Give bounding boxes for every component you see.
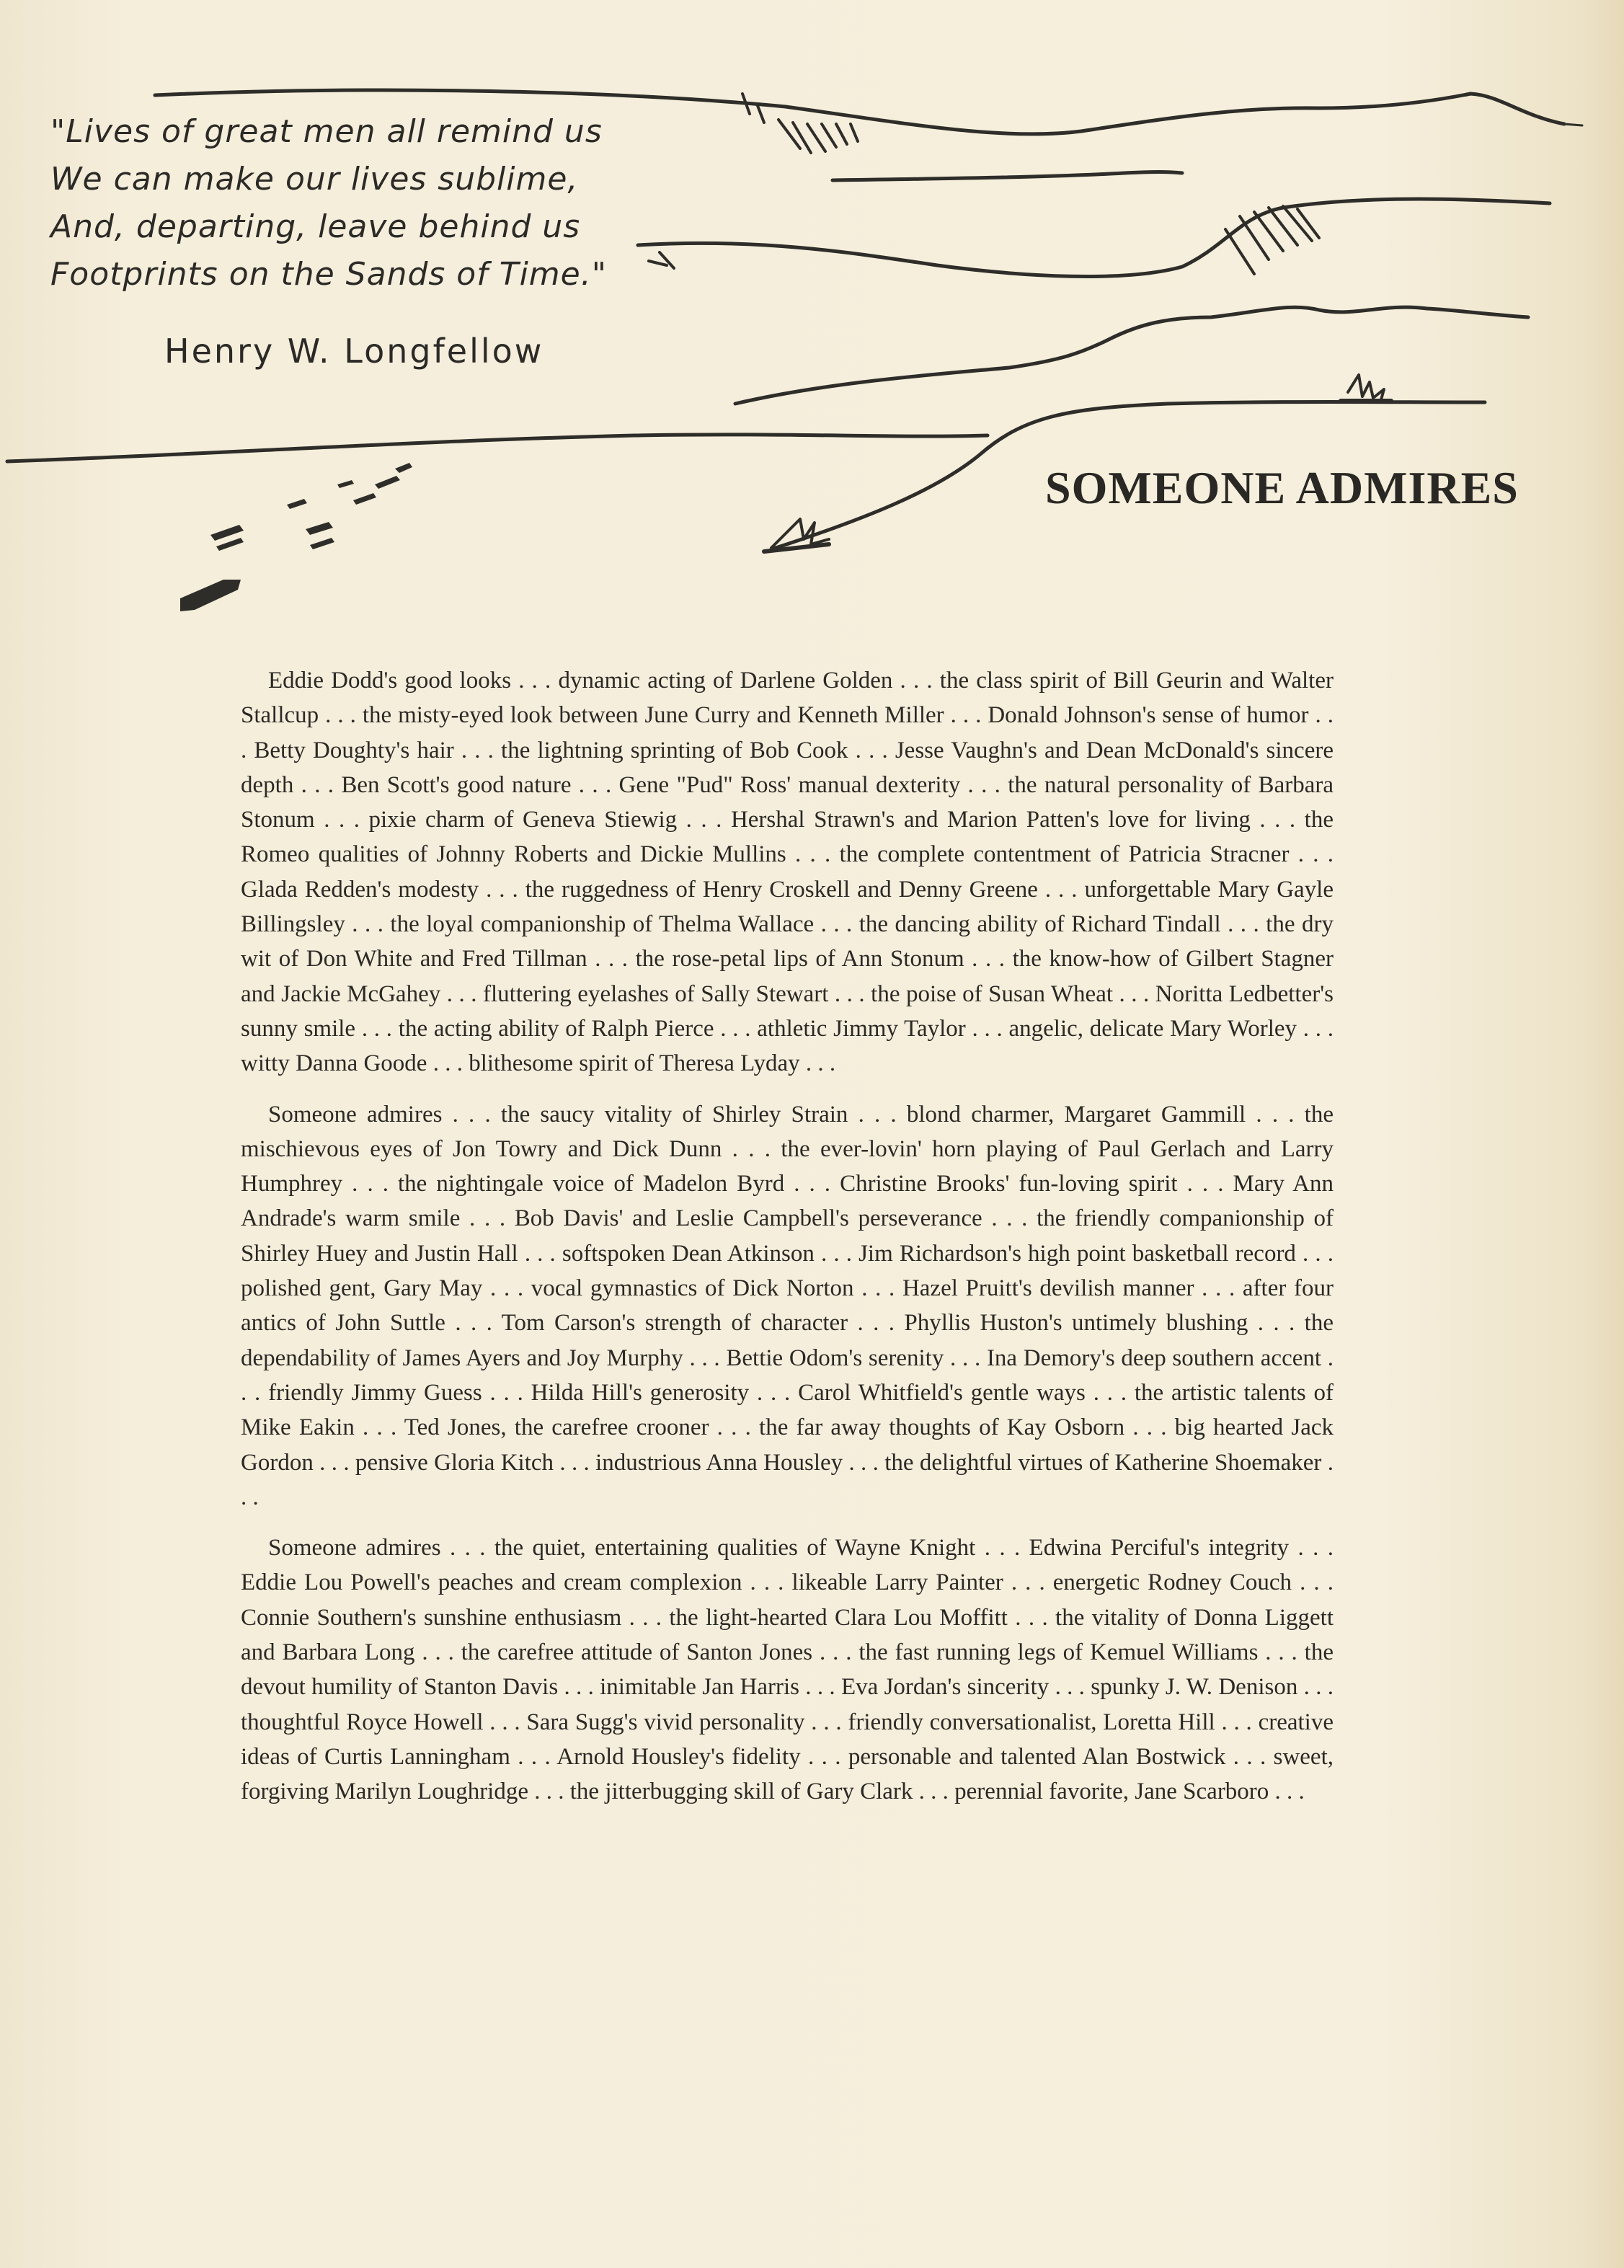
quote-line: And, departing, leave behind us [50,208,581,245]
dune-line [638,199,1550,276]
longfellow-quote [50,108,670,298]
paragraph: Someone admires . . . the quiet, entertaining qualities of Wayne Knight . . . Edwina Perciful's integrity . . . Eddie Lou Powell's peaches and cream complexion . . . likeable Larry Painter . . . energetic Rodney Couch . . . Connie Southern's sunshine enthusiasm . . . the light-hearted Clara Lou Moffitt . . . the vitality of Donna Liggett and Barbara Long . . . the carefree attitude of Santon Jones . . . the fast running legs of Kemuel Williams . . . the devout humility of Stanton Davis . . . inimitable Jan Harris . . . Eva Jordan's sincerity . . . spunky J. W. Denison . . . thoughtful Royce Howell . . . Sara Sugg's vivid personality . . . friendly conversationalist, Loretta Hill . . . creative ideas of Curtis Lanningham . . . Arnold Housley's fidelity . . . personable and talented Alan Bostwick . . . sweet, forgiving Marilyn Loughridge . . . the jitterbugging skill of Gary Clark . . . perennial favorite, Jane Scarboro . . . [241,1535,1334,1805]
far-dune-line [735,307,1528,404]
footprints [180,463,412,611]
paragraph: Someone admires . . . the saucy vitality of Shirley Strain . . . blond charmer, Margaret Gammill . . . the mischievous eyes of Jon Towry and Dick Dunn . . . the ever-lovin' horn playing of Paul Gerlach and Larry Humphrey . . . the nightingale voice of Madelon Byrd . . . Christine Brooks' fun-loving spirit . . . Mary Ann Andrade's warm smile . . . Bob Davis' and Leslie Campbell's perseverance . . . the friendly companionship of Shirley Huey and Justin Hall . . . softspoken Dean Atkinson . . . Jim Richardson's high point basketball record . . . polished gent, Gary May . . . vocal gymnastics of Dick Norton . . . Hazel Pruitt's devilish manner . . . after four antics of John Suttle . . . Tom Carson's strength of character . . . Phyllis Huston's untimely blushing . . . the dependability of James Ayers and Joy Murphy . . . Bettie Odom's serenity . . . Ina Demory's deep southern accent . . . friendly Jimmy Guess . . . Hilda Hill's generosity . . . Carol Whitfield's gentle ways . . . the artistic talents of Mike Eakin . . . Ted Jones, the carefree crooner . . . the far away thoughts of Kay Osborn . . . big hearted Jack Gordon . . . pensive Gloria Kitch . . . industrious Anna Housley . . . the delightful virtues of Katherine Shoemaker . . . [241,1101,1334,1510]
page-title: SOMEONE ADMIRES [1045,462,1519,513]
dune-landscape-illustration [0,0,1624,649]
quote-line: "Lives of great men all remind us [50,113,603,150]
ridge-line [833,172,1182,181]
quote-line: Footprints on the Sands of Time." [50,256,607,293]
quote-line: We can make our lives sublime, [50,161,579,198]
paragraph: Eddie Dodd's good looks . . . dynamic acting of Darlene Golden . . . the class spirit of Bill Geurin and Walter Stallcup . . . the misty-eyed look between June Curry and Kenneth Miller . . . Donald Johnson's sense of humor . . . Betty Doughty's hair . . . the lightning sprinting of Bob Cook . . . Jesse Vaughn's and Dean McDonald's sincere depth . . . Ben Scott's good nature . . . Gene "Pud" Ross' manual dexterity . . . the natural personality of Barbara Stonum . . . pixie charm of Geneva Stiewig . . . Hershal Strawn's and Marion Patten's love for living . . . the Romeo qualities of Johnny Roberts and Dickie Mullins . . . the complete contentment of Patricia Stracner . . . Glada Redden's modesty . . . the ruggedness of Henry Croskell and Denny Greene . . . unforgettable Mary Gayle Billingsley . . . the loyal companionship of Thelma Wallace . . . the dancing ability of Richard Tindall . . . the dry wit of Don White and Fred Tillman . . . the rose-petal lips of Ann Stonum . . . the know-how of Gilbert Stagner and Jackie McGahey . . . fluttering eyelashes of Sally Stewart . . . the poise of Susan Wheat . . . Noritta Ledbetter's sunny smile . . . the acting ability of Ralph Pierce . . . athletic Jimmy Taylor . . . angelic, delicate Mary Worley . . . witty Danna Goode . . . blithesome spirit of Theresa Lyday . . . [241,668,1334,1077]
body-text [241,663,1334,1825]
quote-attribution: Henry W. Longfellow [164,332,544,371]
ground-line [7,435,988,461]
